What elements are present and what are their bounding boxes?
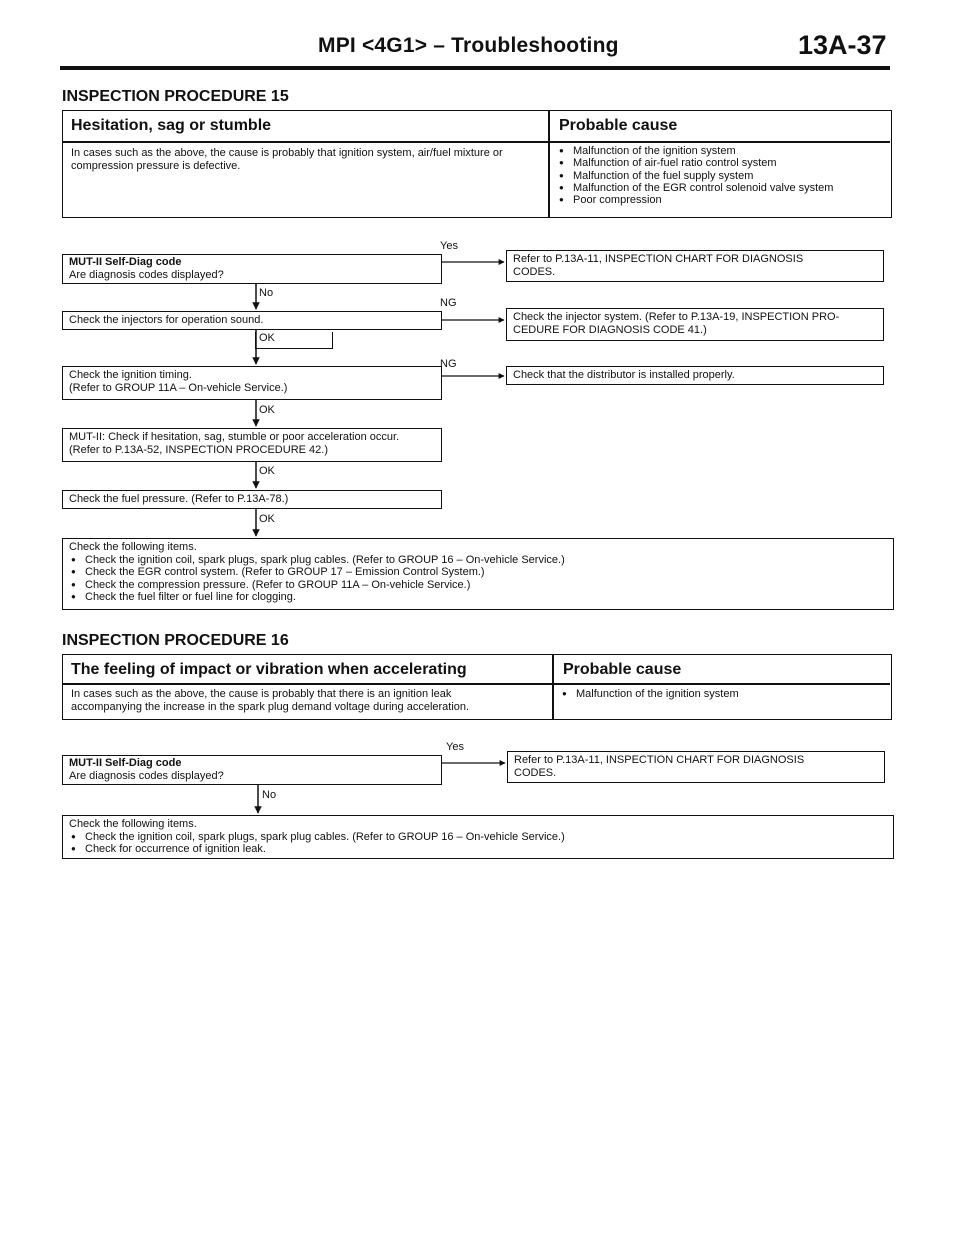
- result-line: CEDURE FOR DIAGNOSIS CODE 41.): [513, 324, 707, 336]
- final-check-item: ● Check for occurrence of ignition leak.: [69, 843, 565, 855]
- final-check-item: ● Check the ignition coil, spark plugs, spark plug cables. (Refer to GROUP 16 – On-vehicle Service.): [69, 554, 565, 566]
- step-question: Are diagnosis codes displayed?: [69, 770, 224, 782]
- result-line: Refer to P.13A-11, INSPECTION CHART FOR DIAGNOSIS: [513, 253, 804, 265]
- probable-cause-heading: Probable cause: [559, 117, 678, 134]
- branch-yes-label: Yes: [440, 240, 458, 252]
- probable-cause-item: ● Malfunction of the ignition system: [560, 688, 739, 700]
- result-line: Check the injector system. (Refer to P.13A-19, INSPECTION PRO-: [513, 311, 840, 323]
- page-number: 13A-37: [798, 30, 887, 60]
- description-line: accompanying the increase in the spark plug demand voltage during acceleration.: [71, 701, 470, 713]
- final-check-item: ● Check the ignition coil, spark plugs, spark plug cables. (Refer to GROUP 16 – On-vehicle Service.): [69, 831, 565, 843]
- step-text: (Refer to GROUP 11A – On-vehicle Service.): [69, 382, 288, 394]
- branch-ng-label: NG: [440, 297, 457, 309]
- step-label: MUT-II Self-Diag code: [69, 256, 182, 268]
- symptom-heading: Hesitation, sag or stumble: [71, 117, 272, 134]
- branch-no-label: No: [259, 287, 274, 299]
- step-text: MUT-II: Check if hesitation, sag, stumble or poor acceleration occur.: [69, 431, 400, 443]
- page-header-title: MPI <4G1> – Troubleshooting: [318, 34, 619, 57]
- step-text: Check the injectors for operation sound.: [69, 314, 264, 326]
- symptom-heading: The feeling of impact or vibration when accelerating: [71, 661, 467, 678]
- result-line: Refer to P.13A-11, INSPECTION CHART FOR DIAGNOSIS: [514, 754, 805, 766]
- probable-cause-item: ● Poor compression: [557, 194, 833, 206]
- result-line: CODES.: [514, 767, 557, 779]
- step-text: Check the ignition timing.: [69, 369, 192, 381]
- branch-no-label: No: [262, 789, 277, 801]
- step-text: Check the fuel pressure. (Refer to P.13A-78.): [69, 493, 289, 505]
- branch-ng-label: NG: [440, 358, 457, 370]
- probable-cause-item: ● Malfunction of air-fuel ratio control system: [557, 157, 833, 169]
- final-check-item: ● Check the EGR control system. (Refer to GROUP 17 – Emission Control System.): [69, 566, 565, 578]
- final-check-item: ● Check the compression pressure. (Refer to GROUP 11A – On-vehicle Service.): [69, 579, 565, 591]
- description-line: In cases such as the above, the cause is probably that there is an ignition leak: [71, 688, 452, 700]
- branch-ok-label: OK: [259, 404, 275, 416]
- step-label: MUT-II Self-Diag code: [69, 757, 182, 769]
- branch-ok-label: OK: [259, 332, 275, 344]
- probable-cause-item: ● Malfunction of the EGR control solenoid valve system: [557, 182, 833, 194]
- branch-ok-label: OK: [259, 513, 275, 525]
- procedure-16-title: INSPECTION PROCEDURE 16: [62, 632, 289, 649]
- step-question: Are diagnosis codes displayed?: [69, 269, 224, 281]
- final-checks-heading: Check the following items.: [69, 541, 197, 553]
- final-checks-heading: Check the following items.: [69, 818, 197, 830]
- probable-cause-item: ● Malfunction of the fuel supply system: [557, 170, 833, 182]
- step-text: (Refer to P.13A-52, INSPECTION PROCEDURE 42.): [69, 444, 328, 456]
- branch-yes-label: Yes: [446, 741, 464, 753]
- branch-ok-label: OK: [259, 465, 275, 477]
- probable-cause-item: ● Malfunction of the ignition system: [557, 145, 833, 157]
- final-check-item: ● Check the fuel filter or fuel line for clogging.: [69, 591, 565, 603]
- probable-cause-heading: Probable cause: [563, 661, 682, 678]
- procedure-15-title: INSPECTION PROCEDURE 15: [62, 88, 289, 105]
- result-line: Check that the distributor is installed properly.: [513, 369, 735, 381]
- result-line: CODES.: [513, 266, 556, 278]
- symptom-description: In cases such as the above, the cause is probably that ignition system, air/fuel mixture or compression pressure is defective.: [71, 147, 503, 172]
